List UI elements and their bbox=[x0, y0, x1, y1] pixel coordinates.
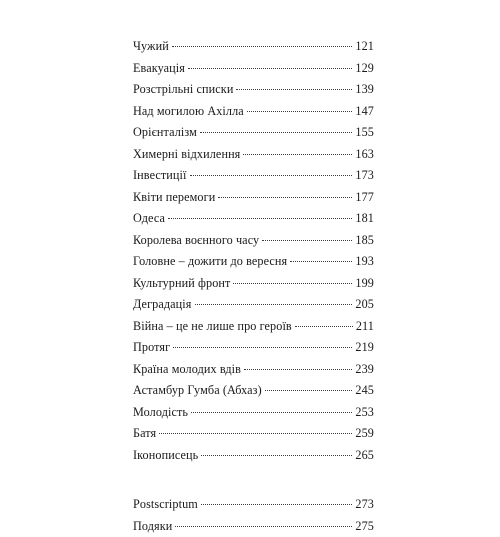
toc-entry-page: 181 bbox=[355, 208, 374, 230]
dot-leader bbox=[175, 526, 352, 527]
toc-entry-title: Астамбур Гумба (Абхаз) bbox=[133, 380, 262, 402]
dot-leader bbox=[200, 132, 352, 133]
toc-entry-page: 275 bbox=[355, 516, 374, 537]
toc-entry-title: Деградація bbox=[133, 294, 192, 316]
toc-entry bbox=[133, 337, 374, 359]
dot-leader bbox=[236, 89, 352, 90]
dot-leader bbox=[190, 175, 353, 176]
toc-entry bbox=[133, 230, 374, 252]
toc-entry-page: 129 bbox=[355, 58, 374, 80]
dot-leader bbox=[233, 283, 352, 284]
toc-entry bbox=[133, 144, 374, 166]
toc-entry-title: Розстрільні списки bbox=[133, 79, 233, 101]
dot-leader bbox=[195, 304, 353, 305]
section-gap bbox=[133, 466, 374, 494]
dot-leader bbox=[173, 347, 352, 348]
toc-entry-title: Культурний фронт bbox=[133, 273, 230, 295]
toc-entry-page: 219 bbox=[355, 337, 374, 359]
toc-entry-page: 173 bbox=[355, 165, 374, 187]
toc-entry-page: 139 bbox=[355, 79, 374, 101]
toc-entry bbox=[133, 273, 374, 295]
toc-entry bbox=[133, 402, 374, 424]
dot-leader bbox=[243, 154, 352, 155]
toc-entry bbox=[133, 294, 374, 316]
toc-entry-page: 273 bbox=[355, 494, 374, 516]
toc-entry-title: Химерні відхилення bbox=[133, 144, 240, 166]
toc-entry-title: Головне – дожити до вересня bbox=[133, 251, 287, 273]
dot-leader bbox=[295, 326, 353, 327]
dot-leader bbox=[265, 390, 353, 391]
toc-entry-title: Над могилою Ахілла bbox=[133, 101, 244, 123]
dot-leader bbox=[191, 412, 352, 413]
toc-entry bbox=[133, 423, 374, 445]
toc-entry-title: Інвестиції bbox=[133, 165, 187, 187]
toc-entry-title: Орієнталізм bbox=[133, 122, 197, 144]
toc-entry-page: 253 bbox=[355, 402, 374, 424]
dot-leader bbox=[168, 218, 352, 219]
toc-entry-page: 147 bbox=[355, 101, 374, 123]
dot-leader bbox=[244, 369, 352, 370]
toc-entry-page: 199 bbox=[355, 273, 374, 295]
toc-entry-page: 239 bbox=[355, 359, 374, 381]
table-of-contents bbox=[133, 36, 374, 537]
toc-entry bbox=[133, 316, 374, 338]
dot-leader bbox=[218, 197, 352, 198]
toc-entry-back-matter bbox=[133, 494, 374, 516]
toc-entry bbox=[133, 79, 374, 101]
toc-entry bbox=[133, 359, 374, 381]
toc-entry bbox=[133, 101, 374, 123]
toc-entry-title: Квіти перемоги bbox=[133, 187, 215, 209]
dot-leader bbox=[247, 111, 353, 112]
toc-entry-page: 185 bbox=[355, 230, 374, 252]
toc-entry bbox=[133, 187, 374, 209]
toc-entry-title: Postscriptum bbox=[133, 494, 198, 516]
toc-entry-page: 163 bbox=[355, 144, 374, 166]
toc-entry-title: Подяки bbox=[133, 516, 172, 537]
toc-entry-page: 245 bbox=[355, 380, 374, 402]
toc-entry-title: Війна – це не лише про героїв bbox=[133, 316, 292, 338]
toc-entry-title: Евакуація bbox=[133, 58, 185, 80]
dot-leader bbox=[188, 68, 352, 69]
toc-entry-page: 121 bbox=[355, 36, 374, 58]
toc-entry-title: Протяг bbox=[133, 337, 170, 359]
toc-entry-title: Молодість bbox=[133, 402, 188, 424]
toc-entry-title: Чужий bbox=[133, 36, 169, 58]
dot-leader bbox=[201, 504, 353, 505]
toc-entry-page: 177 bbox=[355, 187, 374, 209]
toc-entry-page: 211 bbox=[356, 316, 374, 338]
toc-entry-page: 155 bbox=[355, 122, 374, 144]
toc-entry bbox=[133, 36, 374, 58]
toc-entry-back-matter bbox=[133, 516, 374, 537]
toc-entry-title: Батя bbox=[133, 423, 156, 445]
dot-leader bbox=[290, 261, 352, 262]
toc-entry-title: Одеса bbox=[133, 208, 165, 230]
toc-entry-title: Іконописець bbox=[133, 445, 198, 467]
dot-leader bbox=[201, 455, 352, 456]
toc-entry-page: 259 bbox=[355, 423, 374, 445]
toc-entry bbox=[133, 251, 374, 273]
toc-entry bbox=[133, 208, 374, 230]
toc-entry-page: 265 bbox=[355, 445, 374, 467]
toc-entry bbox=[133, 380, 374, 402]
toc-entry-title: Королева воєнного часу bbox=[133, 230, 259, 252]
toc-entry-page: 205 bbox=[355, 294, 374, 316]
toc-entry bbox=[133, 122, 374, 144]
toc-entry bbox=[133, 165, 374, 187]
dot-leader bbox=[262, 240, 352, 241]
dot-leader bbox=[159, 433, 352, 434]
toc-entry bbox=[133, 445, 374, 467]
toc-entry bbox=[133, 58, 374, 80]
toc-entry-page: 193 bbox=[355, 251, 374, 273]
toc-entry-title: Країна молодих вдів bbox=[133, 359, 241, 381]
dot-leader bbox=[172, 46, 353, 47]
